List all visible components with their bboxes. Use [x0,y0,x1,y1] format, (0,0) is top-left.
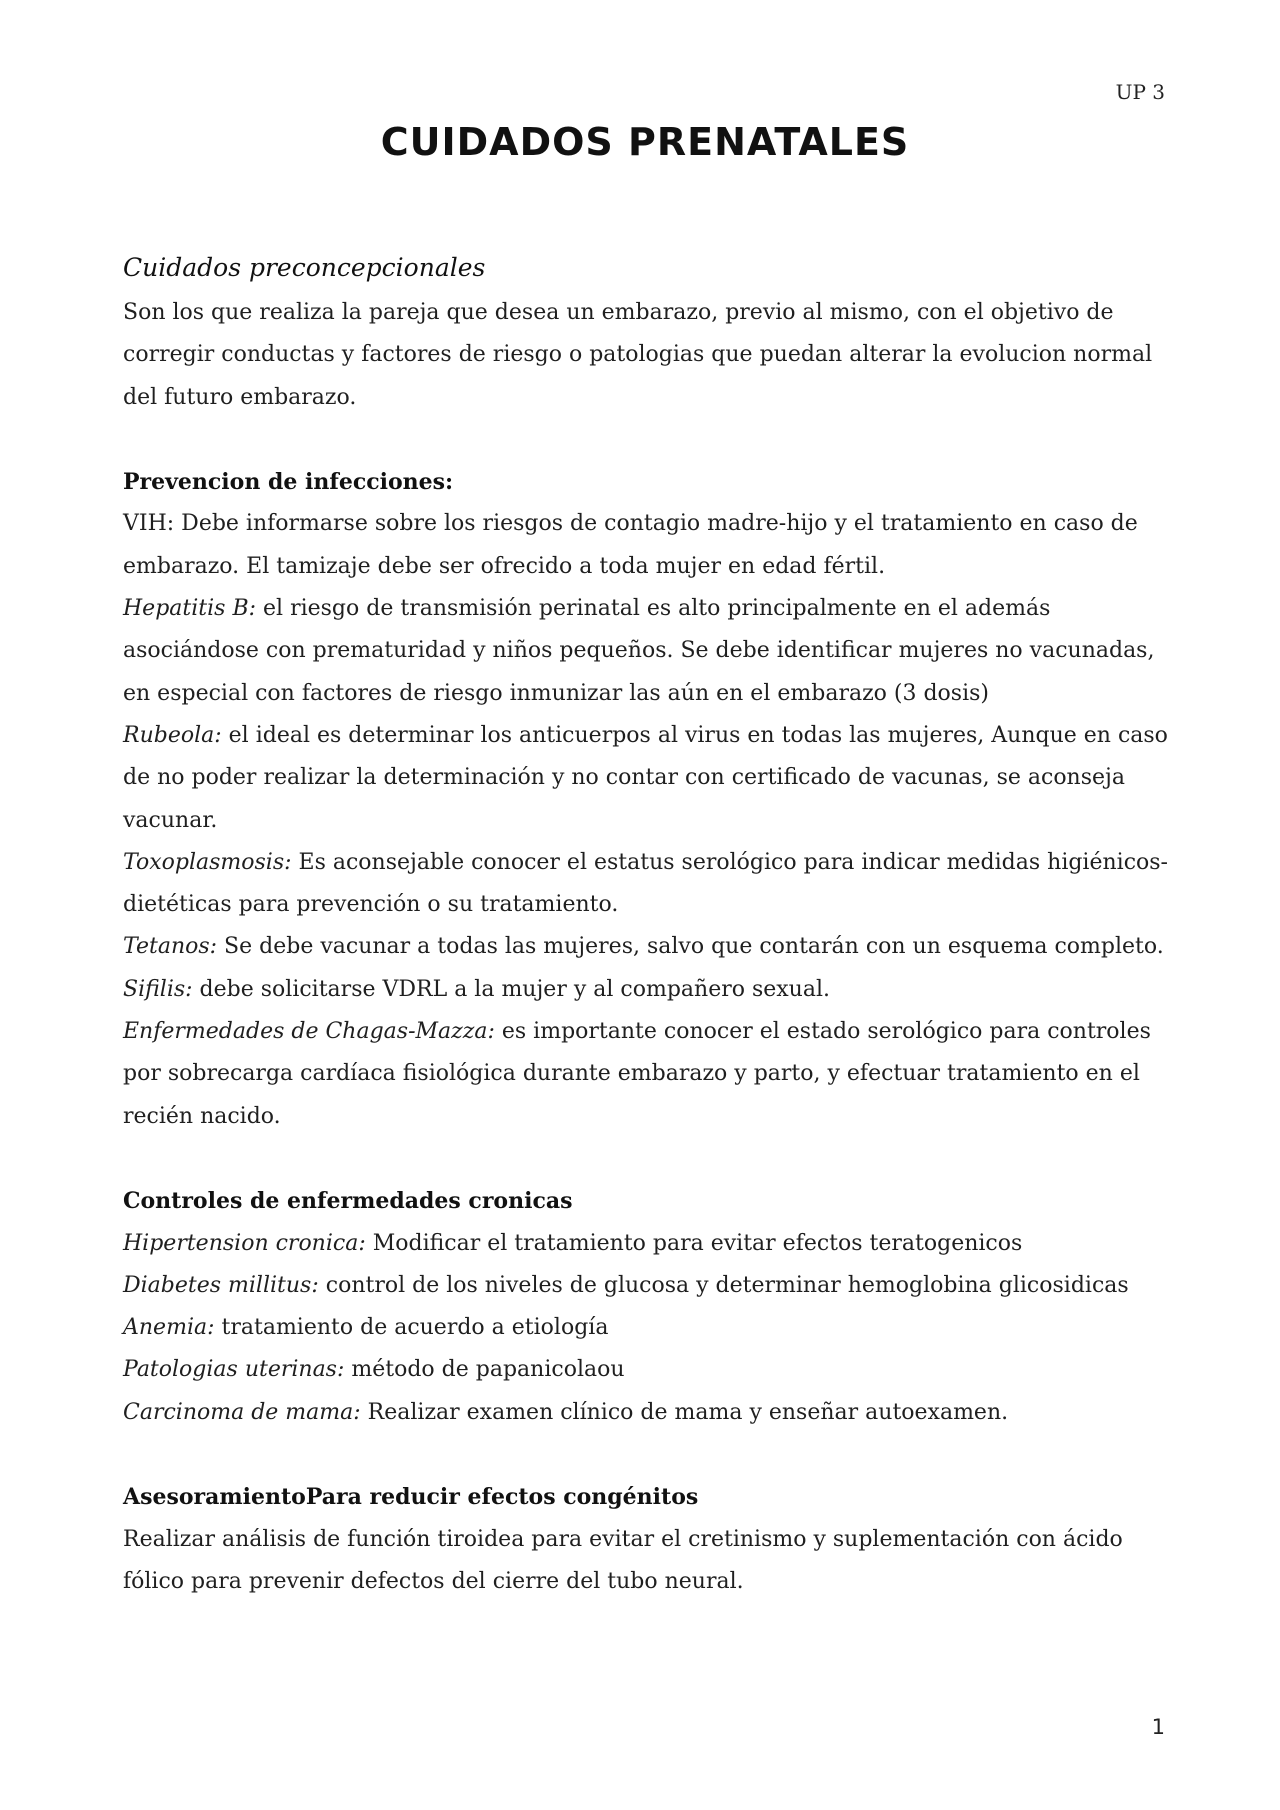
paragraph-asesoramiento: Realizar análisis de función tiroidea para evitar el cretinismo y suplementación con ácido fólico para prevenir defectos del cierre del tubo neural. [123,1526,1123,1594]
term-description: Es aconsejable conocer el estatus serológico para indicar medidas higiénicos-dietéticas para prevención o su tratamiento. [123,849,1168,918]
list-item-diabetes [123,1265,1183,1307]
list-item-vih [123,503,1183,588]
term-description: método de papanicolaou [344,1357,625,1383]
paragraph-preconcepcionales: Son los que realiza la pareja que desea un embarazo, previo al mismo, con el objetivo de corregir conductas y factores de riesgo o patologias que puedan alterar la evolucion normal del futuro embarazo. [123,300,1153,410]
list-item-tetanos [123,926,1183,968]
term: Toxoplasmosis: [123,849,292,875]
spacer [123,1138,1183,1180]
document-body [123,248,1183,1603]
term-description: Modificar el tratamiento para evitar efectos teratogenicos [365,1230,1023,1256]
term-description: Se debe vacunar a todas las mujeres, salvo que contarán con un esquema completo. [217,934,1164,960]
term-description: tratamiento de acuerdo a etiología [214,1315,609,1341]
term-description: el riesgo de transmisión perinatal es alto principalmente en el además asociándose con prematuridad y niños pequeños. Se debe identificar mujeres no vacunadas, en especial con factores de riesgo inmunizar las aún en el embarazo (3 dosis) [123,596,1155,706]
section-heading-asesoramiento: AsesoramientoPara reducir efectos congénitos [123,1484,699,1511]
term: Sifilis: [123,976,193,1002]
term: Hipertension cronica: [123,1230,366,1256]
term: Carcinoma de mama: [123,1399,361,1425]
list-item-sifilis [123,969,1183,1011]
term: Patologias uterinas: [123,1357,345,1383]
list-item-hepatitis-b [123,588,1183,715]
unit-label: UP 3 [1115,80,1165,104]
list-item-rubeola [123,715,1183,842]
list-item-carcinoma-mama [123,1392,1183,1434]
spacer [123,1434,1183,1476]
section-heading-cronicas: Controles de enfermedades cronicas [123,1188,573,1215]
section-heading-infecciones: Prevencion de infecciones: [123,469,454,496]
term-description: el ideal es determinar los anticuerpos al virus en todas las mujeres, Aunque en caso de no poder realizar la determinación y no contar con certificado de vacunas, se aconseja vacunar. [123,722,1168,833]
term: Tetanos: [123,934,218,960]
term: Anemia: [123,1315,215,1341]
page-title: CUIDADOS PRENATALES [380,120,910,164]
list-item-chagas [123,1011,1183,1138]
term-description: Realizar examen clínico de mama y enseñar autoexamen. [360,1399,1009,1425]
list-item-patologias-uterinas [123,1349,1183,1391]
list-item-toxoplasmosis [123,842,1183,927]
term: Enfermedades de Chagas-Mazza: [123,1019,495,1045]
term-description: control de los niveles de glucosa y determinar hemoglobina glicosidicas [318,1272,1129,1298]
spacer [123,419,1183,461]
section-heading-preconcepcionales: Cuidados preconcepcionales [123,253,486,282]
term-description: es importante conocer el estado serológico para controles por sobrecarga cardíaca fisiológica durante embarazo y parto, y efectuar tratamiento en el recién nacido. [123,1019,1151,1129]
term-description: Debe informarse sobre los riesgos de contagio madre-hijo y el tratamiento en caso de embarazo. El tamizaje debe ser ofrecido a toda mujer en edad fértil. [123,511,1138,579]
page-number: 1 [1151,1715,1165,1739]
term: Hepatitis B: [123,596,257,622]
term: Rubeola: [123,722,222,748]
list-item-anemia [123,1307,1183,1349]
term: VIH: [123,511,175,537]
term: Diabetes millitus: [123,1272,319,1298]
term-description: debe solicitarse VDRL a la mujer y al compañero sexual. [192,976,830,1002]
list-item-hipertension [123,1223,1183,1265]
